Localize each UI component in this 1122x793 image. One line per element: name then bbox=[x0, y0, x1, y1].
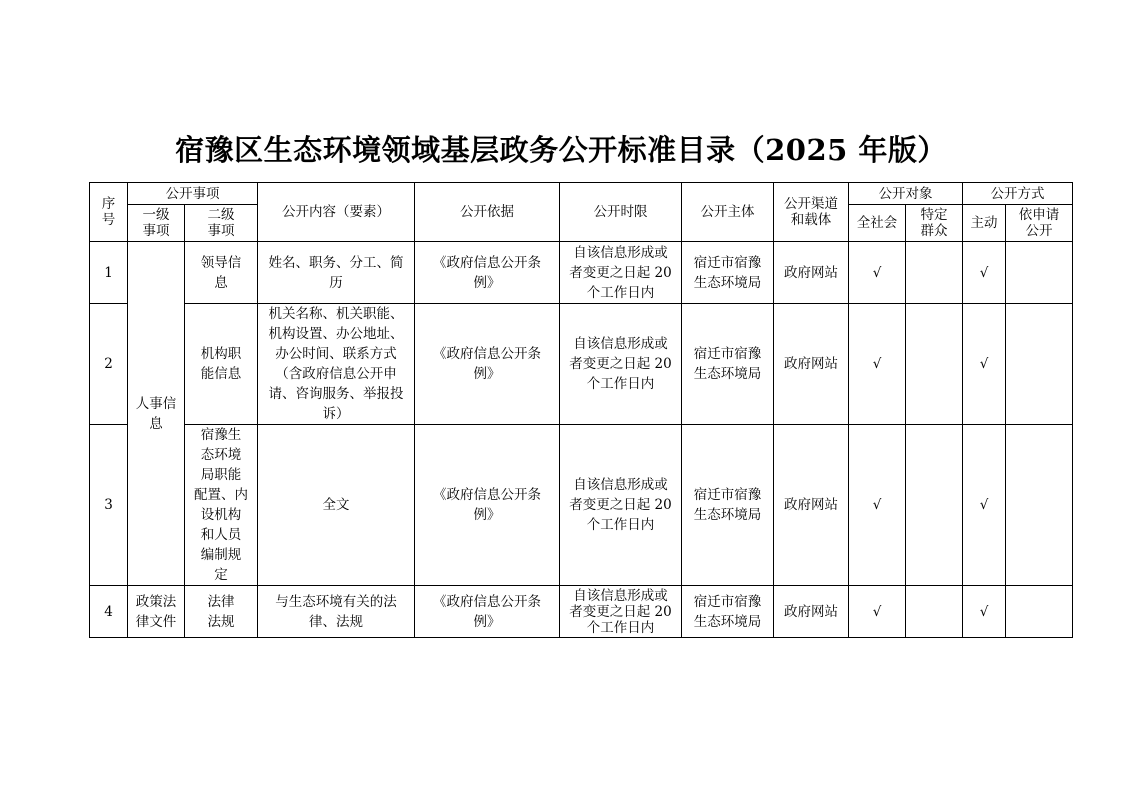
row-seq: 3 bbox=[90, 425, 128, 586]
header-whole-society: 全社会 bbox=[849, 205, 906, 242]
row-subject: 宿迁市宿豫 生态环境局 bbox=[682, 586, 774, 638]
row-seq: 4 bbox=[90, 586, 128, 638]
row-specific-groups-check bbox=[906, 304, 963, 425]
header-channel: 公开渠道 和载体 bbox=[774, 183, 849, 242]
header-subject: 公开主体 bbox=[682, 183, 774, 242]
row-seq: 1 bbox=[90, 242, 128, 304]
row-level1: 政策法 律文件 bbox=[128, 586, 185, 638]
row-basis: 《政府信息公开条 例》 bbox=[415, 586, 560, 638]
row-seq: 2 bbox=[90, 304, 128, 425]
header-time-limit: 公开时限 bbox=[560, 183, 682, 242]
row-content: 全文 bbox=[258, 425, 415, 586]
header-seq: 序 号 bbox=[90, 183, 128, 242]
header-active: 主动 bbox=[963, 205, 1006, 242]
table-row bbox=[90, 242, 1073, 304]
header-content: 公开内容（要素） bbox=[258, 183, 415, 242]
row-time-limit: 自该信息形成或 者变更之日起 20 个工作日内 bbox=[560, 304, 682, 425]
row-channel: 政府网站 bbox=[774, 304, 849, 425]
row-level2: 法律 法规 bbox=[185, 586, 258, 638]
header-basis: 公开依据 bbox=[415, 183, 560, 242]
row-basis: 《政府信息公开条 例》 bbox=[415, 304, 560, 425]
row-level1: 人事信 息 bbox=[128, 242, 185, 586]
row-on-request-check bbox=[1006, 304, 1073, 425]
header-items-group: 公开事项 bbox=[128, 183, 258, 205]
header-on-request: 依申请 公开 bbox=[1006, 205, 1073, 242]
catalog-table bbox=[89, 182, 1073, 638]
header-target-group: 公开对象 bbox=[849, 183, 963, 205]
header-level2: 二级 事项 bbox=[185, 205, 258, 242]
row-whole-society-check: √ bbox=[849, 425, 906, 586]
row-specific-groups-check bbox=[906, 242, 963, 304]
row-specific-groups-check bbox=[906, 586, 963, 638]
row-level2: 机构职 能信息 bbox=[185, 304, 258, 425]
row-channel: 政府网站 bbox=[774, 425, 849, 586]
row-on-request-check bbox=[1006, 242, 1073, 304]
row-channel: 政府网站 bbox=[774, 586, 849, 638]
row-basis: 《政府信息公开条 例》 bbox=[415, 425, 560, 586]
row-level2: 领导信 息 bbox=[185, 242, 258, 304]
row-level2: 宿豫生 态环境 局职能 配置、内 设机构 和人员 编制规 定 bbox=[185, 425, 258, 586]
row-whole-society-check: √ bbox=[849, 242, 906, 304]
row-whole-society-check: √ bbox=[849, 586, 906, 638]
header-level1: 一级 事项 bbox=[128, 205, 185, 242]
row-on-request-check bbox=[1006, 586, 1073, 638]
row-specific-groups-check bbox=[906, 425, 963, 586]
row-content: 姓名、职务、分工、简 历 bbox=[258, 242, 415, 304]
document-title: 宿豫区生态环境领域基层政务公开标准目录（2025 年版） bbox=[175, 133, 947, 167]
row-basis: 《政府信息公开条 例》 bbox=[415, 242, 560, 304]
header-specific-groups: 特定 群众 bbox=[906, 205, 963, 242]
table-row bbox=[90, 304, 1073, 425]
row-subject: 宿迁市宿豫 生态环境局 bbox=[682, 425, 774, 586]
row-on-request-check bbox=[1006, 425, 1073, 586]
row-channel: 政府网站 bbox=[774, 242, 849, 304]
row-active-check: √ bbox=[963, 586, 1006, 638]
row-subject: 宿迁市宿豫 生态环境局 bbox=[682, 242, 774, 304]
row-time-limit: 自该信息形成或 者变更之日起 20 个工作日内 bbox=[560, 586, 682, 638]
table-row bbox=[90, 425, 1073, 586]
header-method-group: 公开方式 bbox=[963, 183, 1073, 205]
row-time-limit: 自该信息形成或 者变更之日起 20 个工作日内 bbox=[560, 242, 682, 304]
table-row bbox=[90, 586, 1073, 638]
row-content: 与生态环境有关的法 律、法规 bbox=[258, 586, 415, 638]
row-time-limit: 自该信息形成或 者变更之日起 20 个工作日内 bbox=[560, 425, 682, 586]
row-content: 机关名称、机关职能、 机构设置、办公地址、 办公时间、联系方式 （含政府信息公开申 请、咨询服务、举报投 诉） bbox=[258, 304, 415, 425]
header-row-1 bbox=[90, 183, 1073, 205]
row-subject: 宿迁市宿豫 生态环境局 bbox=[682, 304, 774, 425]
row-whole-society-check: √ bbox=[849, 304, 906, 425]
row-active-check: √ bbox=[963, 425, 1006, 586]
row-active-check: √ bbox=[963, 242, 1006, 304]
row-active-check: √ bbox=[963, 304, 1006, 425]
